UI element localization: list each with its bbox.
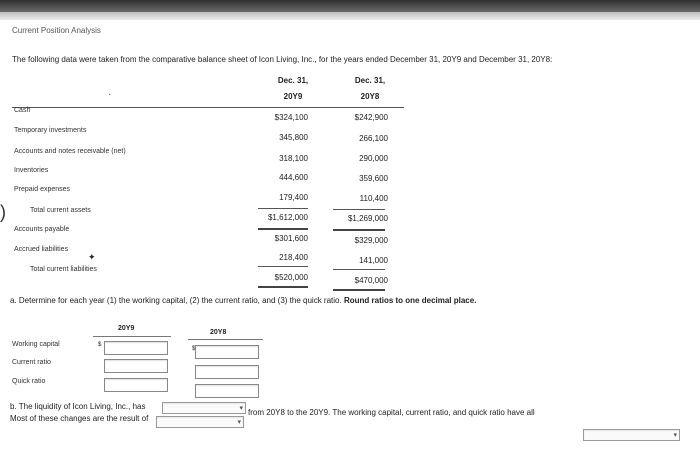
part-a-year-20y8: 20Y8 bbox=[210, 329, 227, 336]
header-rule bbox=[12, 107, 404, 108]
rule-assets-20y9 bbox=[258, 208, 308, 209]
row-label-total-current-liabilities: Total current liabilities bbox=[30, 266, 97, 273]
change-cause-select[interactable] bbox=[156, 416, 244, 428]
part-b-text-2: from 20Y8 to the 20Y9. The working capital, current ratio, and quick ratio have all bbox=[248, 408, 535, 417]
col-header-20y8-line1: Dec. 31, bbox=[354, 76, 386, 85]
row-label-receivables: Accounts and notes receivable (net) bbox=[14, 148, 126, 155]
part-b-text-1: b. The liquidity of Icon Living, Inc., has bbox=[10, 402, 146, 411]
part-a-rounding-note: Round ratios to one decimal place. bbox=[343, 296, 477, 305]
working-capital-20y8-input[interactable] bbox=[195, 345, 259, 359]
row-label-cash: Cash bbox=[14, 107, 31, 114]
window-top-shadow bbox=[0, 12, 700, 20]
liquidity-change-select[interactable] bbox=[162, 402, 246, 414]
double-rule-assets-20y9 bbox=[258, 228, 308, 230]
value-inventories-20y8: 359,600 bbox=[359, 174, 388, 183]
value-temp-investments-20y9: 345,800 bbox=[279, 133, 308, 142]
problem-intro: The following data were taken from the comparative balance sheet of Icon Living, Inc., for the years ended December 31, 20Y9 and December 31, 20Y8: bbox=[12, 55, 553, 64]
current-ratio-20y8-input[interactable] bbox=[195, 365, 259, 379]
double-rule-liabilities-20y9 bbox=[258, 286, 308, 288]
quick-ratio-20y8-input[interactable] bbox=[195, 384, 259, 398]
row-label-prepaid-expenses: Prepaid expenses bbox=[14, 186, 71, 193]
value-accounts-payable-20y8: $329,000 bbox=[354, 236, 388, 245]
col-header-20y8-line2: 20Y8 bbox=[360, 92, 380, 101]
mouse-cursor: ✦ bbox=[88, 252, 96, 262]
chevron-down-icon: ▾ bbox=[237, 419, 241, 426]
year-rule-20y9 bbox=[93, 336, 171, 337]
row-label-temporary-investments: Temporary investments bbox=[14, 127, 87, 134]
page-title: Current Position Analysis bbox=[12, 26, 101, 35]
row-label-accrued-liabilities: Accrued liabilities bbox=[14, 246, 69, 253]
label-working-capital: Working capital bbox=[12, 341, 60, 348]
current-ratio-20y9-input[interactable] bbox=[104, 359, 168, 373]
part-a-year-20y9: 20Y9 bbox=[118, 325, 135, 332]
year-rule-20y8 bbox=[188, 339, 263, 340]
value-accounts-payable-20y9: $301,600 bbox=[274, 234, 308, 243]
part-b-text-3: Most of these changes are the result of bbox=[10, 414, 149, 423]
window-top-bar bbox=[0, 0, 700, 12]
value-total-current-assets-20y8: $1,269,000 bbox=[347, 214, 388, 223]
left-bracket-mark: ) bbox=[0, 202, 6, 222]
value-temp-investments-20y8: 266,100 bbox=[359, 134, 388, 143]
chevron-down-icon: ▾ bbox=[239, 405, 243, 412]
value-receivables-20y8: 290,000 bbox=[359, 154, 388, 163]
label-quick-ratio: Quick ratio bbox=[12, 378, 46, 385]
value-cash-20y9: $324,100 bbox=[274, 113, 308, 122]
value-total-current-liabilities-20y8: $470,000 bbox=[354, 276, 388, 285]
part-a-instructions bbox=[10, 296, 476, 305]
label-current-ratio: Current ratio bbox=[12, 359, 51, 366]
chevron-down-icon: ▾ bbox=[673, 432, 677, 439]
value-accrued-liabilities-20y9: 218,400 bbox=[279, 253, 308, 262]
value-total-current-liabilities-20y9: $520,000 bbox=[274, 273, 308, 282]
double-rule-assets-20y8 bbox=[333, 229, 385, 231]
double-rule-liabilities-20y8 bbox=[333, 289, 385, 291]
working-capital-20y9-input[interactable] bbox=[104, 341, 168, 355]
quick-ratio-20y9-input[interactable] bbox=[104, 378, 168, 392]
rule-liabilities-20y8 bbox=[333, 269, 385, 270]
part-a-text: a. Determine for each year (1) the working capital, (2) the current ratio, and (3) the quick ratio. bbox=[10, 296, 342, 305]
ratio-change-select[interactable] bbox=[583, 429, 680, 441]
row-label-inventories: Inventories bbox=[14, 167, 49, 174]
value-inventories-20y9: 444,600 bbox=[279, 173, 308, 182]
row-label-total-current-assets: Total current assets bbox=[30, 207, 91, 214]
value-prepaid-20y9: 179,400 bbox=[279, 193, 308, 202]
currency-symbol-20y9: $ bbox=[98, 342, 102, 348]
col-header-20y9-line1: Dec. 31, bbox=[277, 76, 309, 85]
value-cash-20y8: $242,900 bbox=[354, 113, 388, 122]
rule-assets-20y8 bbox=[333, 209, 385, 210]
value-receivables-20y9: 318,100 bbox=[279, 154, 308, 163]
dot-marker: · bbox=[108, 89, 112, 100]
currency-symbol-20y8: $ bbox=[192, 346, 196, 352]
row-label-accounts-payable: Accounts payable bbox=[14, 226, 70, 233]
rule-liabilities-20y9 bbox=[258, 266, 308, 267]
value-prepaid-20y8: 110,400 bbox=[359, 194, 388, 203]
value-accrued-liabilities-20y8: 141,000 bbox=[359, 256, 388, 265]
col-header-20y9-line2: 20Y9 bbox=[283, 92, 303, 101]
value-total-current-assets-20y9: $1,612,000 bbox=[267, 213, 308, 222]
